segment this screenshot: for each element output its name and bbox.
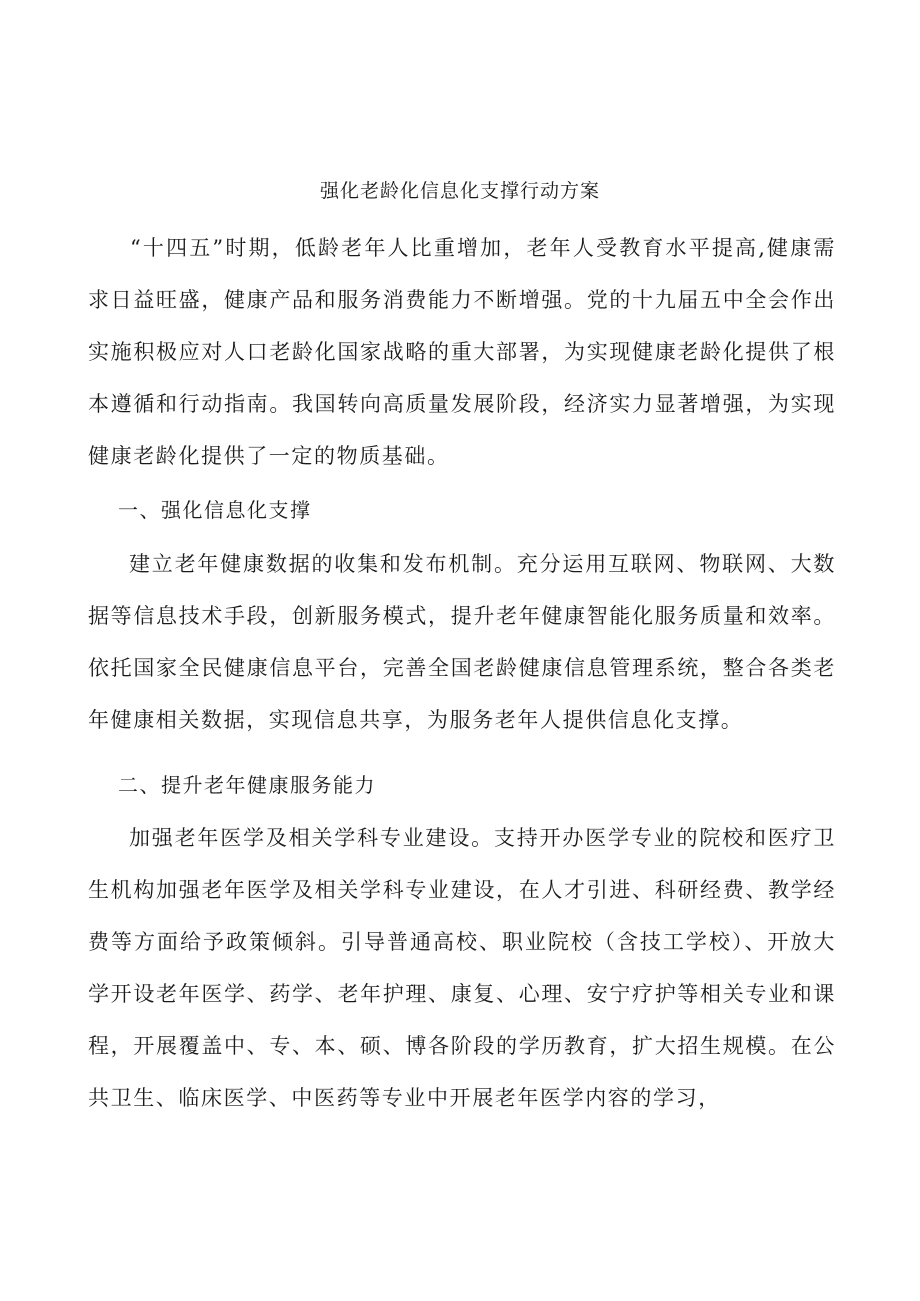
- document-title: 强化老龄化信息化支撑行动方案: [319, 180, 600, 202]
- intro-paragraph: “十四五”时期，低龄老年人比重增加，老年人受教育水平提高,健康需求日益旺盛，健康产品和服务消费能力不断增强。党的十九届五中全会作出实施积极应对人口老龄化国家战略的重大部署，为实现健康老龄化提供了根本遵循和行动指南。我国转向高质量发展阶段，经济实力显著增强，为实现健康老龄化提供了一定的物质基础。: [88, 236, 836, 468]
- section-paragraph-2: 加强老年医学及相关学科专业建设。支持开办医学专业的院校和医疗卫生机构加强老年医学及相关学科专业建设，在人才引进、科研经费、教学经费等方面给予政策倾斜。引导普通高校、职业院校（含技工学校）、开放大学开设老年医学、药学、老年护理、康复、心理、安宁疗护等相关专业和课程，开展覆盖中、专、本、硕、博各阶段的学历教育，扩大招生规模。在公共卫生、临床医学、中医药等专业中开展老年医学内容的学习，: [88, 826, 836, 1110]
- section-paragraph-1: 建立老年健康数据的收集和发布机制。充分运用互联网、物联网、大数据等信息技术手段，创新服务模式，提升老年健康智能化服务质量和效率。依托国家全民健康信息平台，完善全国老龄健康信息管理系统，整合各类老年健康相关数据，实现信息共享，为服务老年人提供信息化支撑。: [88, 552, 836, 732]
- section-heading-1: 一、强化信息化支撑: [118, 498, 312, 522]
- section-heading-2: 二、提升老年健康服务能力: [118, 773, 376, 797]
